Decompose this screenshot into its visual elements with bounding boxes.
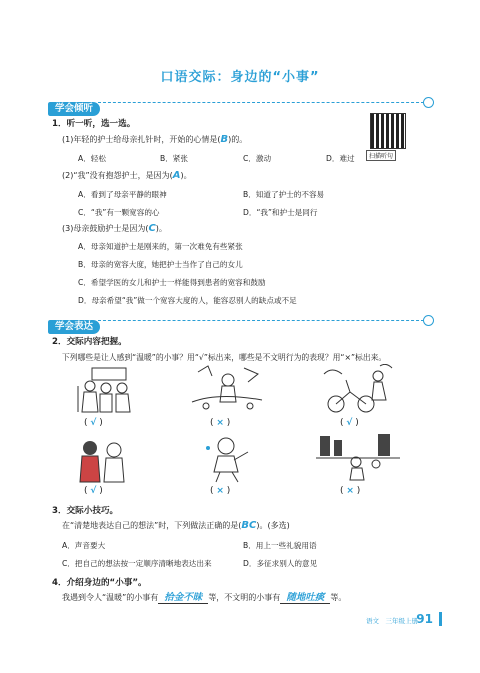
mark-5: ( × ) — [210, 486, 231, 496]
section-tag: 学会倾听 — [48, 102, 100, 116]
dashed-divider — [98, 102, 424, 103]
option: D．难过 — [326, 154, 355, 163]
option: D．“我”和护士是同行 — [243, 208, 318, 217]
qr-label: 扫描听句 — [366, 150, 396, 161]
option: B．母亲的宽容大度，她把护士当作了自己的女儿 — [78, 260, 243, 269]
page-number: 91 — [416, 612, 433, 626]
illustration-caring-classmate — [72, 436, 134, 484]
illustration-helping-elderly — [70, 366, 140, 414]
question-3-heading: 3．交际小技巧。 — [52, 506, 119, 516]
mark-2: ( × ) — [210, 418, 231, 428]
q2-instruction: 下列哪些是让人感到“温暖”的小事？用“√”标出来，哪些是不文明行为的表现？用“×”标出来。 — [62, 353, 387, 362]
q1-sub3-stem: (3)母亲鼓励护士是因为(C)。 — [62, 223, 167, 234]
section-header-listening — [48, 96, 438, 114]
answer: C — [148, 223, 156, 234]
illustration-litter-street — [188, 362, 266, 412]
option: A．看到了母亲平静的眼神 — [78, 190, 167, 199]
option: B．知道了护士的不容易 — [243, 190, 325, 199]
option: A．声音要大 — [62, 541, 106, 550]
mark-1: ( √ ) — [84, 418, 103, 428]
page-title: 口语交际：身边的“小事” — [160, 70, 320, 85]
q1-sub2-stem: (2)“我”没有抱怨护士，是因为(A)。 — [62, 170, 192, 181]
answer: B — [220, 134, 229, 145]
option: A．母亲知道护士是刚来的，第一次难免有些紧张 — [78, 242, 243, 251]
option: C．激动 — [243, 154, 272, 163]
question-2-heading: 2．交际内容把握。 — [52, 337, 127, 347]
illustration-damaging-property — [316, 432, 400, 482]
question-1-heading: 1．听一听，选一选。 — [52, 119, 136, 129]
q1-sub1-stem: (1)年轻的护士给母亲扎针时，开始的心情是(B)的。 — [62, 134, 248, 145]
footer-subject: 语文 三年级上册 — [366, 617, 418, 625]
option: C．希望学医的女儿和护士一样能得到患者的宽容和鼓励 — [78, 278, 266, 287]
option: B．用上一些礼貌用语 — [243, 541, 317, 550]
section-tag: 学会表达 — [48, 320, 100, 334]
mark-4: ( √ ) — [84, 486, 103, 496]
circle-end-icon — [423, 315, 434, 326]
answer-warm: 拾金不昧 — [158, 592, 208, 604]
question-4-heading: 4．介绍身边的“小事”。 — [52, 578, 147, 588]
answer: BC — [241, 520, 257, 531]
q3-stem: 在“清楚地表达自己的想法”时，下列做法正确的是(BC)。(多选) — [62, 520, 290, 531]
q4-fill-in: 我遇到令人“温暖”的小事有 拾金不昧 等，不文明的小事有 随地吐痰 等。 — [62, 592, 347, 603]
qr-code-icon[interactable] — [370, 113, 406, 149]
option: A．轻松 — [78, 154, 106, 163]
option: C．“我”有一颗宽容的心 — [78, 208, 160, 217]
mark-3: ( √ ) — [340, 418, 359, 428]
option: B．紧张 — [160, 154, 188, 163]
illustration-spitting — [200, 434, 256, 484]
dashed-divider — [98, 320, 424, 321]
option: D．多征求别人的意见 — [243, 559, 318, 568]
illustration-helping-cyclist — [320, 364, 398, 414]
circle-end-icon — [423, 97, 434, 108]
answer: A — [172, 170, 181, 181]
page-bar — [439, 612, 442, 626]
answer-uncivil: 随地吐痰 — [280, 592, 330, 604]
option: C．把自己的想法按一定顺序清晰地表达出来 — [62, 559, 212, 568]
option: D．母亲希望“我”做一个宽容大度的人，能容忍别人的缺点或不足 — [78, 296, 297, 305]
mark-6: ( × ) — [340, 486, 361, 496]
section-header-expression — [48, 314, 438, 332]
